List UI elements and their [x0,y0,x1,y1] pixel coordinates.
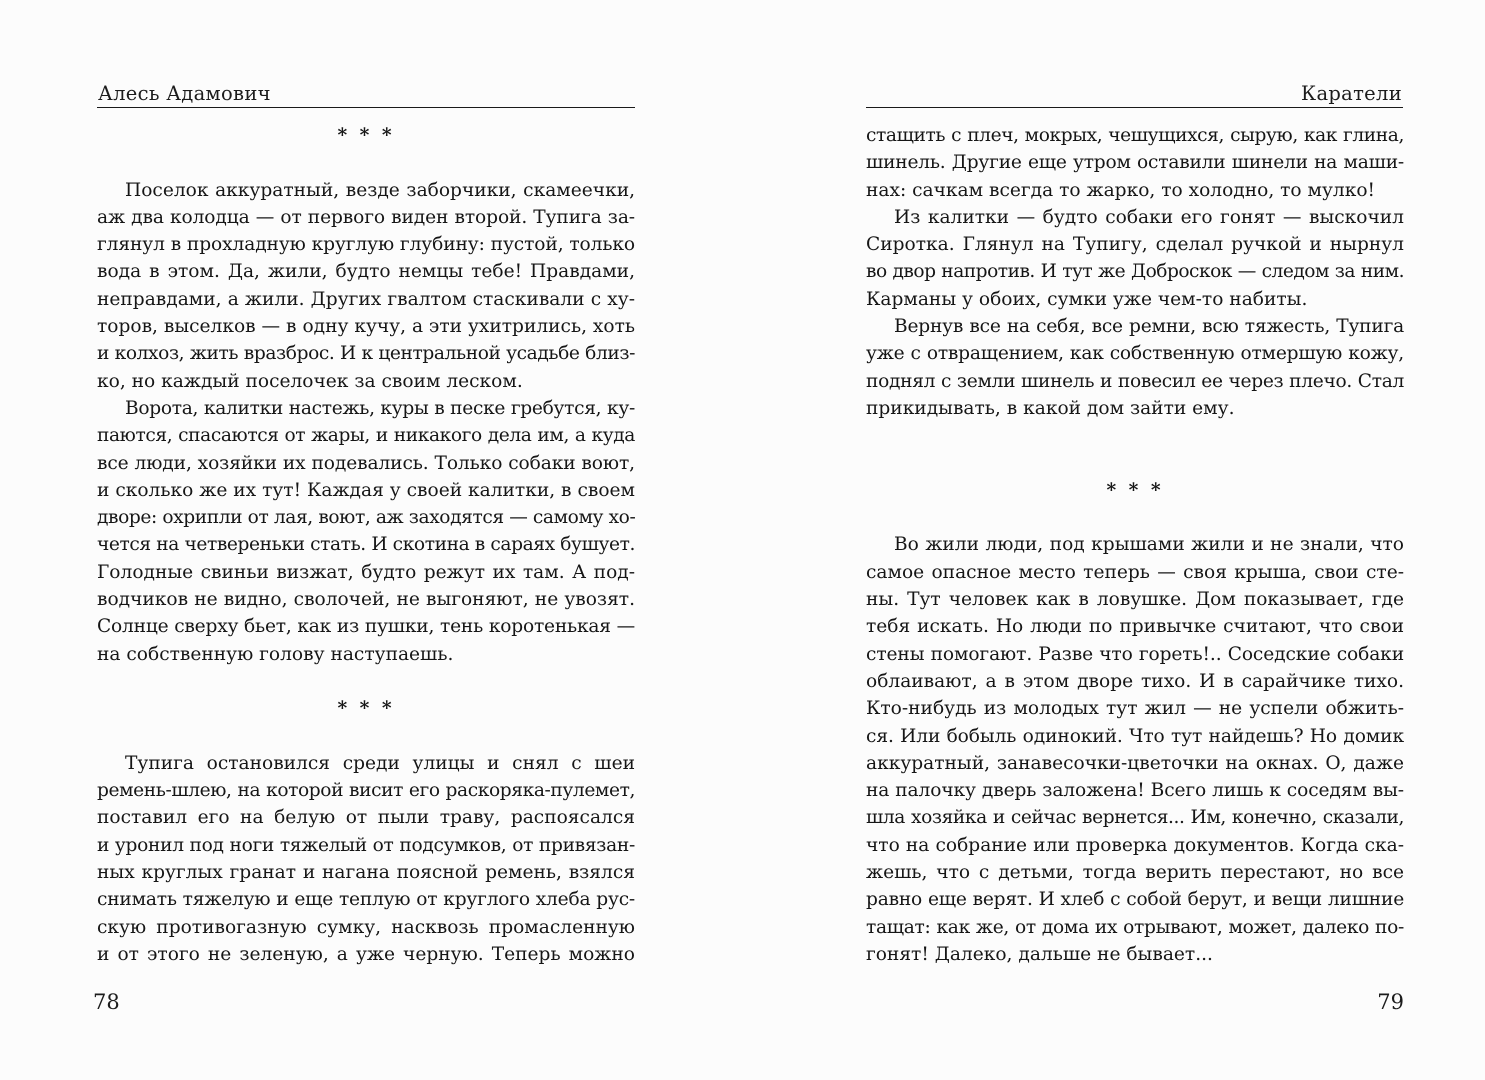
paragraph-line: поставил его на белую от пыли траву, распоясался [97,807,635,829]
paragraph-line: уже с отвращением, как собственную отмершую кожу, [866,343,1404,365]
paragraph-line: Кто-нибудь из молодых тут жил — не успели обжить- [866,698,1404,720]
paragraph-line: Во жили люди, под крышами жили и не знали, что [894,534,1404,556]
paragraph-line: поднял с земли шинель и повесил ее через плечо. Стал [866,370,1404,392]
right-text-block [866,122,1404,968]
paragraph-line: нах: сачкам всегда то жарко, то холодно, то мулко! [866,179,1376,201]
paragraph-line: аккуратный, занавесочки-цветочки на окнах. О, даже [866,752,1404,774]
paragraph-line: тащат: как же, от дома их отрывают, может, далеко по- [866,916,1404,938]
paragraph-line: ко, но каждый поселочек за своим леском. [97,370,523,392]
right-page-number: 79 [1377,990,1404,1014]
paragraph-line: глянул в прохладную круглую глубину: пустой, только [97,234,635,256]
right-header-rule [866,107,1403,108]
right-page [742,0,1485,1080]
paragraph-line: вода в этом. Да, жили, будто немцы тебе! Правдами, [97,261,635,283]
paragraph-line: стены помогают. Разве что гореть!.. Соседские собаки [866,643,1404,665]
paragraph-line: снимать тяжелую и еще теплую от круглого хлеба рус- [97,889,635,911]
paragraph-line: и сколько же их тут! Каждая у своей калитки, в своем [97,479,635,501]
left-running-head: Алесь Адамович [98,82,271,105]
paragraph-line: ны. Тут человек как в ловушке. Дом показывает, где [866,589,1404,611]
paragraph-line: ся. Или бобыль одинокий. Что тут найдешь? Но домик [866,725,1404,747]
paragraph-line: жешь, что с детьми, тогда верить перестают, но все [866,862,1404,884]
paragraph-line: Из калитки — будто собаки его гонят — выскочил [894,206,1404,228]
paragraph-line: стащить с плеч, мокрых, чешущихся, сырую, как глина, [866,125,1404,146]
left-text-block [97,122,635,968]
paragraph-line: ных круглых гранат и нагана поясной ремень, взялся [97,862,635,884]
paragraph-line: чется на четвереньки стать. И скотина в сараях бушует. [97,534,635,556]
paragraph-line: водчиков не видно, сволочей, не выгоняют, не увозят. [97,589,635,611]
right-running-head: Каратели [1301,82,1402,105]
paragraph-line: на собственную голову наступаешь. [97,643,454,665]
paragraph-line: самое опасное место теперь — своя крыша, свои сте- [866,561,1404,583]
blank-line [97,668,635,695]
paragraph-line: паются, спасаются от жары, и никакого дела им, а куда [97,425,635,447]
paragraph-line: Солнце сверху бьет, как из пушки, тень коротенькая — [97,616,635,638]
paragraph-line: Тупига остановился среди улицы и снял с шеи [125,752,635,774]
paragraph-line: все люди, хозяйки их подевались. Только собаки воют, [97,452,635,474]
paragraph-line: Ворота, калитки настежь, куры в песке гребутся, ку- [125,397,635,419]
blank-line [866,504,1404,531]
paragraph-line: шла хозяйка и сейчас вернется... Им, конечно, сказали, [866,807,1404,829]
paragraph-line: во двор напротив. И тут же Доброскок — следом за ним. [866,261,1404,283]
paragraph-line: Вернув все на себя, все ремни, всю тяжесть, Тупига [894,316,1404,338]
paragraph-line: и уронил под ноги тяжелый от подсумков, от привязан- [97,834,635,856]
blank-line [866,450,1404,477]
paragraph-line: ремень-шлею, на которой висит его раскоряка-пулемет, [97,780,635,802]
blank-line [97,723,635,750]
paragraph-line: скую противогазную сумку, насквозь промасленную [97,916,635,938]
paragraph-line: прикидывать, в какой дом зайти ему. [866,397,1235,419]
paragraph-line: и от этого не зеленую, а уже черную. Теперь можно [97,943,635,965]
paragraph-line: Поселок аккуратный, везде заборчики, скамеечки, [125,179,635,201]
paragraph-line: гонят! Далеко, дальше не бывает... [866,943,1213,965]
paragraph-line: шинель. Другие еще утром оставили шинели на маши- [866,152,1404,174]
section-break: * * * [337,698,395,720]
paragraph-line: Голодные свиньи визжат, будто режут их там. А под- [97,561,635,583]
paragraph-line: дворе: охрипли от лая, воют, аж заходятся — самому хо- [97,507,636,529]
paragraph-line: Сиротка. Глянул на Тупигу, сделал ручкой и нырнул [866,234,1404,256]
left-page [0,0,742,1080]
section-break: * * * [337,125,395,146]
paragraph-line: и колхоз, жить вразброс. И к центральной усадьбе близ- [97,343,635,365]
paragraph-line: облаивают, а в этом дворе тихо. И в сарайчике тихо. [866,670,1404,692]
paragraph-line: тебя искать. Но люди по привычке считают, что свои [866,616,1404,638]
left-page-number: 78 [93,990,120,1014]
paragraph-line: что на собрание или проверка документов. Когда ска- [866,834,1404,856]
paragraph-line: аж два колодца — от первого виден второй. Тупига за- [97,206,635,228]
left-header-rule [97,107,635,108]
blank-line [97,149,635,176]
paragraph-line: торов, выселков — в одну кучу, а эти ухитрились, хоть [97,316,635,338]
paragraph-line: Карманы у обоих, сумки уже чем-то набиты. [866,288,1308,310]
blank-line [866,422,1404,449]
paragraph-line: неправдами, а жили. Других гвалтом стаскивали с ху- [97,288,635,310]
paragraph-line: равно еще верят. И хлеб с собой берут, и вещи лишние [866,889,1404,911]
section-break: * * * [1106,479,1164,501]
paragraph-line: на палочку дверь заложена! Всего лишь к соседям вы- [866,780,1404,802]
